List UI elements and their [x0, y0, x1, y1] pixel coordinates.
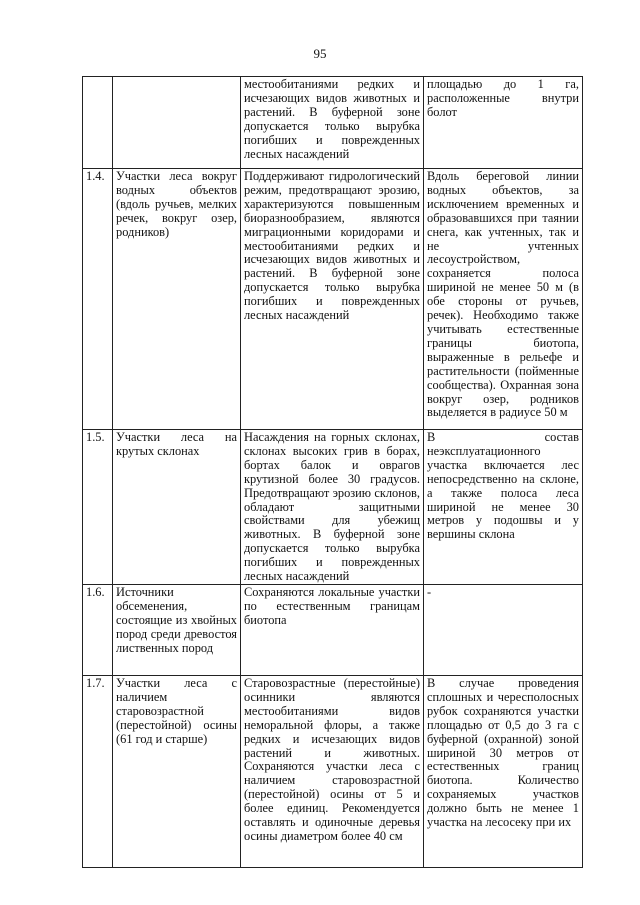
row-description: Старовозрастные (перестойные) осинники являются местообитаниями видов неморальной флоры, а также редких и исчезающих видов растений и животных. Сохраняются участки леса с наличием старовозрастной (перестойной) осины от 5 и более единиц. Рекомендуется оставлять и одиночные деревья осины диаметром более 40 см	[241, 675, 424, 867]
document-table	[82, 76, 583, 868]
row-number: 1.7.	[83, 675, 113, 867]
table-row	[83, 675, 583, 867]
page-number: 95	[313, 46, 327, 61]
row-name: Участки леса вокруг водных объектов (вдоль ручьев, мелких речек, вокруг озер, родников)	[113, 169, 241, 430]
row-description: Поддерживают гидрологический режим, предотвращают эрозию, характеризуются повышенным биоразнообразием, являются миграционными коридорами и местообитаниями редких и исчезающих видов животных и растений. В буферной зоне допускается только вырубка погибших и поврежденных лесных насаждений	[241, 169, 424, 430]
table-row	[83, 77, 583, 169]
row-name: Участки леса с наличием старовозрастной (перестойной) осины (61 год и старше)	[113, 675, 241, 867]
row-conditions: -	[424, 584, 583, 675]
row-description: местообитаниями редких и исчезающих видов животных и растений. В буферной зоне допускается только вырубка погибших и поврежденных лесных насаждений	[241, 77, 424, 169]
row-name	[113, 77, 241, 169]
row-conditions: Вдоль береговой линии водных объектов, за исключением временных и образовавшихся при таянии снега, как учтенных, так и не учтенных лесоустройством, сохраняется полоса шириной не менее 50 м (в обе стороны от ручьев, речек). Необходимо также учитывать естественные границы биотопа, выраженные в рельефе и растительности (пойменные сообщества). Охранная зона вокруг озер, родников выделяется в радиусе 50 м	[424, 169, 583, 430]
row-conditions: площадью до 1 га, расположенные внутри болот	[424, 77, 583, 169]
row-number: 1.5.	[83, 430, 113, 585]
row-conditions: В случае проведения сплошных и чересполосных рубок сохраняются участки площадью от 0,5 до 3 га с буферной (охранной) зоной шириной 30 метров от естественных границ биотопа. Количество сохраняемых участков должно быть не менее 1 участка на лесосеку при их	[424, 675, 583, 867]
row-number: 1.4.	[83, 169, 113, 430]
row-number	[83, 77, 113, 169]
row-description: Насаждения на горных склонах, склонах высоких грив в борах, бортах балок и оврагов крутизной более 30 градусов. Предотвращают эрозию склонов, обладают защитными свойствами для убежищ животных. В буферной зоне допускается только вырубка погибших и поврежденных лесных насаждений	[241, 430, 424, 585]
row-description: Сохраняются локальные участки по естественным границам биотопа	[241, 584, 424, 675]
row-number: 1.6.	[83, 584, 113, 675]
row-name: Источники обсеменения, состоящие из хвойных пород среди древостоя лиственных пород	[113, 584, 241, 675]
table-row	[83, 584, 583, 675]
table-row	[83, 430, 583, 585]
row-name: Участки леса на крутых склонах	[113, 430, 241, 585]
table-row	[83, 169, 583, 430]
row-conditions: В состав неэксплуатационного участка включается лес непосредственно на склоне, а также полоса леса шириной не менее 30 метров у подошвы и у вершины склона	[424, 430, 583, 585]
